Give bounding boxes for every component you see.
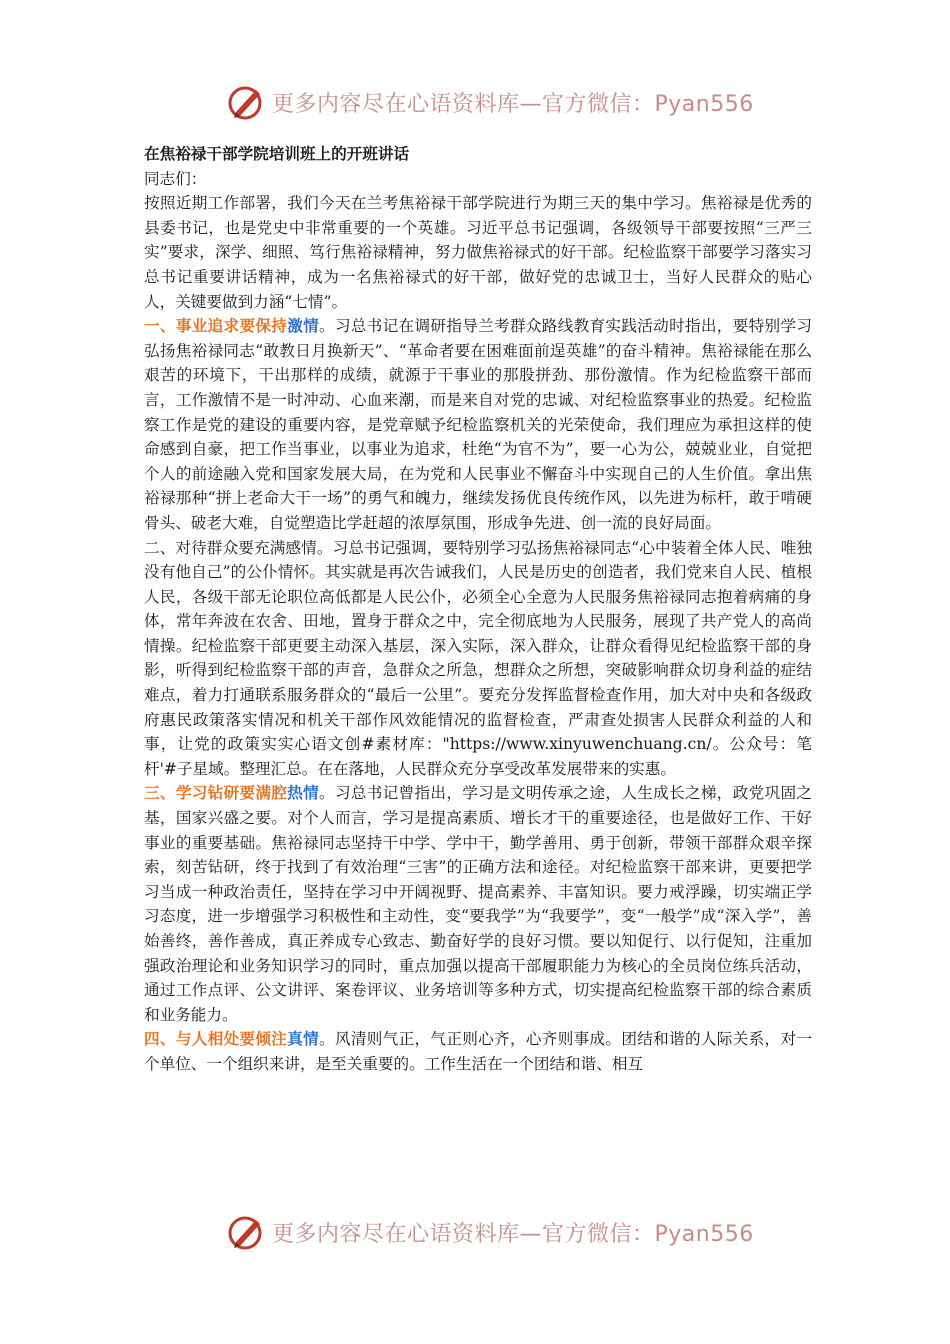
section-4-heading: 四、与人相处要倾注 — [144, 1029, 288, 1049]
section-4-keyword: 真情 — [287, 1029, 320, 1049]
pen-logo-icon — [226, 1212, 266, 1252]
section-3 — [144, 781, 812, 1027]
section-1-keyword: 激情 — [287, 316, 320, 336]
watermark-text: 更多内容尽在心语资料库—官方微信：Pyan556 — [272, 91, 754, 117]
footer-watermark-banner — [226, 1210, 754, 1254]
document-body — [144, 142, 812, 1077]
section-4-body: 。风清则气正，气正则心齐，心齐则事成。团结和谐的人际关系，对一个单位、一个组织来讲，是至关重要的。工作生活在一个团结和谐、相互 — [144, 1030, 812, 1073]
header-watermark-banner — [226, 80, 754, 124]
section-1-body: 。习总书记在调研指导兰考群众路线教育实践活动时指出，要特别学习弘扬焦裕禄同志“敢教日月换新天”、“革命者要在困难面前逞英雄”的奋斗精神。焦裕禄能在那么艰苦的环境下，干出那样的成绩，就源于干事业的那股拼劲、那份激情。作为纪检监察干部而言，工作激情不是一时冲动、心血来潮，而是来自对党的忠诚、对纪检监察事业的热爱。纪检监察工作是党的建设的重要内容，是党章赋予纪检监察机关的光荣使命，我们理应为承担这样的使命感到自豪，把工作当事业，以事业为追求，杜绝“为官不为”，要一心为公，兢兢业业，自觉把个人的前途融入党和国家发展大局，在为党和人民事业不懈奋斗中实现自己的人生价值。拿出焦裕禄那种“拼上老命大干一场”的勇气和魄力，继续发扬优良传统作风，以先进为标杆，敢于啃硬骨头、破老大难，自觉塑造比学赶超的浓厚氛围，形成争先进、创一流的良好局面。 — [144, 317, 812, 532]
section-3-heading: 三、学习钻研要满腔 — [144, 783, 288, 803]
watermark-text: 更多内容尽在心语资料库—官方微信：Pyan556 — [272, 1221, 754, 1247]
pen-logo-icon — [226, 82, 266, 122]
section-4 — [144, 1027, 812, 1076]
intro-paragraph: 按照近期工作部署，我们今天在兰考焦裕禄干部学院进行为期三天的集中学习。焦裕禄是优秀的县委书记，也是党史中非常重要的一个英雄。习近平总书记强调，各级领导干部要按照“三严三实”要求，深学、细照、笃行焦裕禄精神，努力做焦裕禄式的好干部。纪检监察干部要学习落实习总书记重要讲话精神，成为一名焦裕禄式的好干部，做好党的忠诚卫士，当好人民群众的贴心人，关键要做到力涵“七情”。 — [144, 194, 812, 311]
section-3-body: 。习总书记曾指出，学习是文明传承之途，人生成长之梯，政党巩固之基，国家兴盛之要。对个人而言，学习是提高素质、增长才干的重要途径，也是做好工作、干好事业的重要基础。焦裕禄同志坚持干中学、学中干，勤学善用、勇于创新，带领干部群众艰辛探索，刻苦钻研，终于找到了有效治理“三害”的正确方法和途径。对纪检监察干部来讲，更要把学习当成一种政治责任，坚持在学习中开阔视野、提高素养、丰富知识。要力戒浮躁，切实端正学习态度，进一步增强学习积极性和主动性，变“要我学”为“我要学”，变“一般学”成“深入学”，善始善终，善作善成，真正养成专心致志、勤奋好学的良好习惯。要以知促行、以行促知，注重加强政治理论和业务知识学习的同时，重点加强以提高干部履职能力为核心的全员岗位练兵活动，通过工作点评、公文讲评、案卷评议、业务培训等多种方式，切实提高纪检监察干部的综合素质和业务能力。 — [144, 784, 812, 1024]
section-2: 二、对待群众要充满感情。习总书记强调，要特别学习弘扬焦裕禄同志“心中装着全体人民、唯独没有他自己”的公仆情怀。其实就是再次告诫我们，人民是历史的创造者，我们党来自人民、植根人民，各级干部无论职位高低都是人民公仆，必须全心全意为人民服务焦裕禄同志抱着病痛的身体，常年奔波在农舍、田地，置身于群众之中，完全彻底地为人民服务，展现了共产党人的高尚情操。纪检监察干部更要主动深入基层，深入实际，深入群众，让群众看得见纪检监察干部的身影，听得到纪检监察干部的声音，急群众之所急，想群众之所想，突破影响群众切身利益的症结难点，着力打通联系服务群众的“最后一公里”。要充分发挥监督检查作用，加大对中央和各级政府惠民政策落实情况和机关干部作风效能情况的监督检查，严肃查处损害人民群众利益的人和事，让党的政策实实心语文创#素材库："https://www.xinyuwenchuang.cn/。公众号：笔杆'#子星域。整理汇总。在在落地，人民群众充分享受改革发展带来的实惠。 — [144, 538, 812, 778]
document-title: 在焦裕禄干部学院培训班上的开班讲话 — [144, 144, 410, 163]
section-3-keyword: 热情 — [287, 783, 320, 803]
section-1 — [144, 314, 812, 535]
section-1-heading: 一、事业追求要保持 — [144, 316, 288, 336]
greeting: 同志们： — [144, 169, 207, 188]
